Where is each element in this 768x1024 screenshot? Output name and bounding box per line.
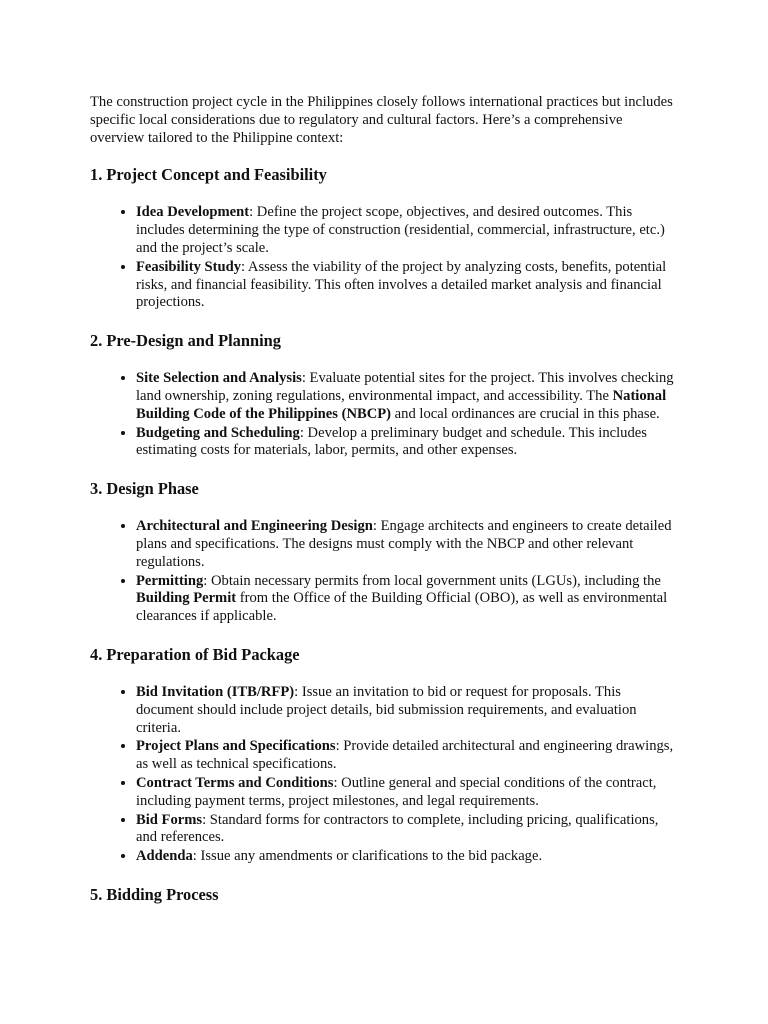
item-text: : Standard forms for contractors to complete, including pricing, qualifications, and references. bbox=[136, 811, 659, 846]
list-item bbox=[136, 811, 680, 848]
list-item bbox=[136, 847, 680, 866]
item-term: Budgeting and Scheduling bbox=[136, 424, 300, 441]
section-heading: 4. Preparation of Bid Package bbox=[90, 644, 300, 664]
item-text: : Engage architects and engineers to create detailed plans and specifications. The designs must comply with the NBCP and other relevant regulations. bbox=[136, 518, 672, 570]
item-text: : Provide detailed architectural and engineering drawings, as well as technical specifications. bbox=[136, 738, 674, 773]
item-term: Bid Invitation (ITB/RFP) bbox=[136, 683, 295, 700]
item-term: Bid Forms bbox=[136, 811, 203, 828]
section-heading: 1. Project Concept and Feasibility bbox=[90, 165, 327, 185]
list-item bbox=[136, 258, 680, 312]
list-item bbox=[136, 517, 680, 571]
item-text: : Issue any amendments or clarifications to the bid package. bbox=[192, 848, 543, 865]
section-heading: 3. Design Phase bbox=[90, 479, 199, 499]
item-term: Architectural and Engineering Design bbox=[136, 518, 373, 535]
item-term: Project Plans and Specifications bbox=[136, 738, 336, 755]
intro-paragraph: The construction project cycle in the Philippines closely follows international practices but includes specific local considerations due to regulatory and cultural factors. Here’s a comprehensive overview tailored to the Philippine context: bbox=[90, 94, 673, 146]
item-term: Addenda bbox=[136, 848, 193, 865]
item-term: Building Permit bbox=[136, 590, 237, 607]
bullet-list bbox=[90, 369, 680, 460]
item-text: and local ordinances are crucial in this phase. bbox=[391, 405, 660, 422]
bullet-list bbox=[90, 517, 680, 626]
list-item bbox=[136, 683, 680, 737]
item-text: : Outline general and special conditions of the contract, including payment terms, project milestones, and legal requirements. bbox=[136, 774, 657, 809]
item-term: National Building Code of the Philippines (NBCP) bbox=[136, 387, 667, 422]
sections-container bbox=[90, 165, 680, 905]
list-item bbox=[136, 424, 680, 461]
item-text: from the Office of the Building Official (OBO), as well as environmental clearances if applicable. bbox=[136, 590, 668, 625]
item-text: : Evaluate potential sites for the project. This involves checking land ownership, zoning regulations, environmental impact, and accessibility. The bbox=[136, 370, 674, 404]
item-term: Permitting bbox=[136, 572, 204, 589]
section-heading: 2. Pre-Design and Planning bbox=[90, 331, 281, 351]
item-text: : Develop a preliminary budget and schedule. This includes estimating costs for materials, labor, permits, and other expenses. bbox=[136, 424, 647, 459]
item-term: Idea Development bbox=[136, 204, 250, 221]
bullet-list bbox=[90, 203, 680, 312]
item-term: Feasibility Study bbox=[136, 258, 242, 275]
bullet-list bbox=[90, 683, 680, 866]
list-item bbox=[136, 737, 680, 774]
list-item bbox=[136, 572, 680, 626]
list-item bbox=[136, 203, 680, 257]
item-term: Site Selection and Analysis bbox=[136, 370, 302, 387]
section-heading: 5. Bidding Process bbox=[90, 884, 219, 904]
list-item bbox=[136, 774, 680, 811]
item-text: : Obtain necessary permits from local government units (LGUs), including the bbox=[203, 572, 661, 589]
list-item bbox=[136, 369, 680, 423]
item-text: : Define the project scope, objectives, and desired outcomes. This includes determining the type of construction (residential, commercial, infrastructure, etc.) and the project’s scale. bbox=[136, 204, 665, 256]
item-text: : Assess the viability of the project by analyzing costs, benefits, potential risks, and financial feasibility. This often involves a detailed market analysis and financial projections. bbox=[136, 258, 667, 311]
item-term: Contract Terms and Conditions bbox=[136, 774, 334, 791]
item-text: : Issue an invitation to bid or request for proposals. This document should include project details, bid submission requirements, and evaluation criteria. bbox=[136, 683, 637, 736]
